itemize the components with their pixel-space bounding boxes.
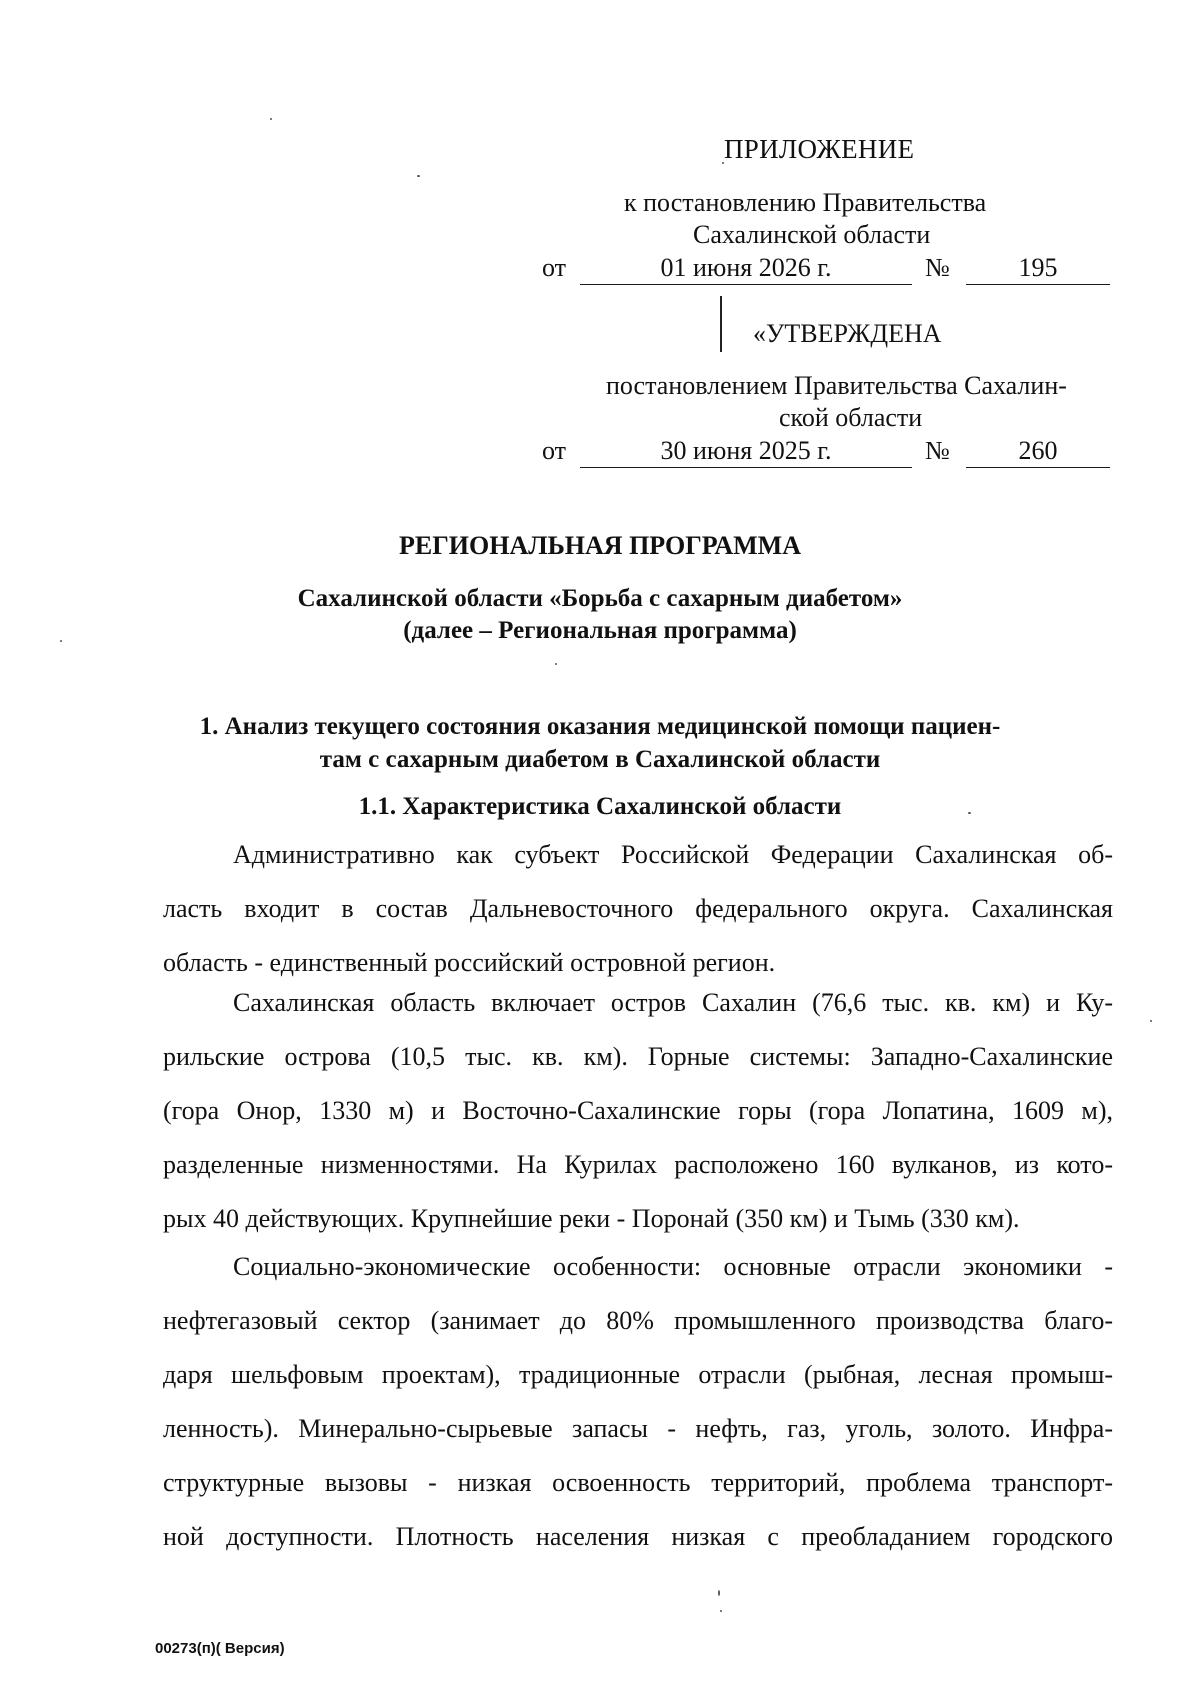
approval-date: 30 июня 2025 г.: [660, 436, 832, 465]
scan-speck: [722, 162, 724, 164]
program-subtitle-line-1: Сахалинской области «Борьба с сахарным диабетом»: [297, 585, 903, 612]
subsection-title: 1.1. Характеристика Сахалинской области: [358, 793, 842, 820]
margin-mark: [720, 296, 722, 352]
scan-speck: [555, 663, 557, 665]
paragraph-line: (гора Онор, 1330 м) и Восточно-Сахалинские горы (гора Лопатина, 1609 м),: [163, 1096, 1113, 1125]
appendix-no-label: №: [925, 253, 950, 282]
appendix-line-2: Сахалинской области: [693, 220, 931, 249]
paragraph-line: структурные вызовы - низкая освоенность территорий, проблема транспорт-: [163, 1468, 1113, 1497]
document-code: 00273(п)( Версия): [155, 1640, 285, 1657]
approval-line-2: ской области: [779, 403, 923, 432]
approval-number: 260: [1018, 436, 1058, 465]
scan-speck: [60, 640, 62, 642]
appendix-date: 01 июня 2026 г.: [660, 253, 832, 282]
scan-speck: [718, 1590, 720, 1596]
approval-line-1: постановлением Правительства Сахалин-: [606, 371, 1067, 400]
scan-speck: [270, 118, 272, 120]
program-title: РЕГИОНАЛЬНАЯ ПРОГРАММА: [399, 531, 801, 560]
paragraph-line: рильские острова (10,5 тыс. кв. км). Горные системы: Западно-Сахалинские: [163, 1042, 1113, 1071]
scan-speck: [1150, 1020, 1152, 1022]
approval-no-label: №: [925, 436, 950, 465]
paragraph-line: область - единственный российский островной регион.: [163, 948, 776, 977]
scan-speck: [417, 175, 420, 177]
section-title-line-1: 1. Анализ текущего состояния оказания медицинской помощи пациен-: [199, 713, 1001, 740]
program-subtitle-line-2: (далее – Региональная программа): [403, 617, 797, 644]
paragraph-line: даря шельфовым проектам), традиционные отрасли (рыбная, лесная промыш-: [163, 1360, 1113, 1389]
paragraph: [163, 976, 1113, 1246]
scan-speck: [968, 812, 971, 814]
appendix-ot-label: от: [542, 253, 567, 282]
paragraph-line: разделенные низменностями. На Курилах расположено 160 вулканов, из кото-: [163, 1150, 1113, 1179]
approval-ot-label: от: [542, 436, 567, 465]
appendix-line-1: к постановлению Правительства: [624, 188, 987, 217]
paragraph-line: ласть входит в состав Дальневосточного федерального округа. Сахалинская: [163, 894, 1113, 923]
paragraph-line: ленность). Минерально-сырьевые запасы - нефть, газ, уголь, золото. Инфра-: [163, 1414, 1113, 1443]
approval-title: «УТВЕРЖДЕНА: [753, 319, 942, 348]
paragraph-line: Сахалинская область включает остров Сахалин (76,6 тыс. кв. км) и Ку-: [233, 988, 1113, 1017]
appendix-title: ПРИЛОЖЕНИЕ: [724, 134, 915, 164]
paragraph-line: ной доступности. Плотность населения низкая с преобладанием городского: [163, 1522, 1113, 1551]
scan-speck: [720, 1610, 722, 1612]
appendix-number: 195: [1018, 253, 1058, 282]
section-title-line-2: там с сахарным диабетом в Сахалинской области: [319, 746, 881, 773]
paragraph-line: рых 40 действующих. Крупнейшие реки - Поронай (350 км) и Тымь (330 км).: [163, 1204, 1020, 1233]
paragraph: [163, 1240, 1113, 1564]
paragraph-line: Социально-экономические особенности: основные отрасли экономики -: [233, 1252, 1113, 1281]
paragraph: [163, 828, 1113, 990]
paragraph-line: нефтегазовый сектор (занимает до 80% промышленного производства благо-: [163, 1306, 1113, 1335]
paragraph-line: Административно как субъект Российской Федерации Сахалинская об-: [233, 840, 1113, 869]
